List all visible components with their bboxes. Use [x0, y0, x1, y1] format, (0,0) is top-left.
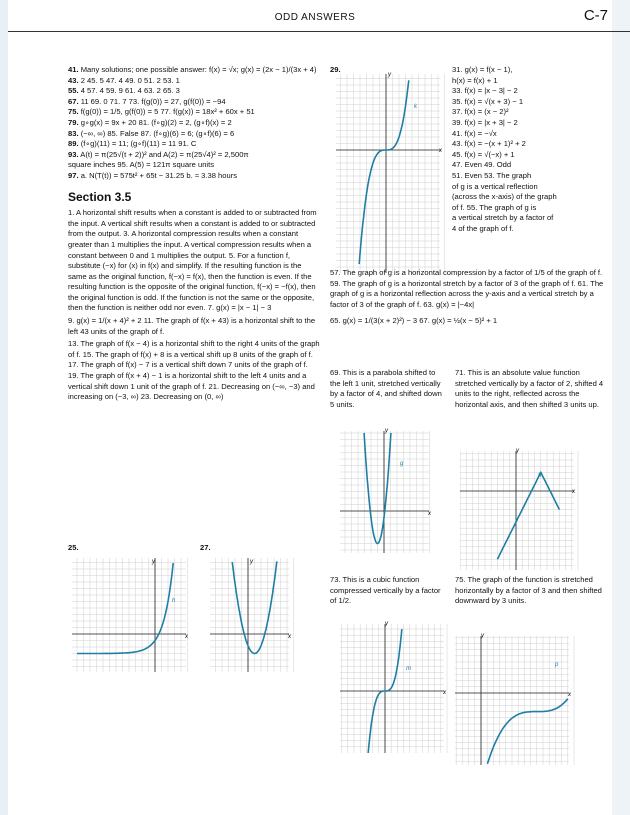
x-axis-label: x [185, 634, 188, 640]
answer-69: 69. This is a parabola shifted to the left 1 unit, stretched vertically by a factor of 4, and shifted down 5 units. [330, 368, 442, 409]
answer-line: 43. f(x) = −(x + 1)² + 2 [452, 139, 526, 149]
x-axis-label: x [288, 634, 291, 640]
x-axis-label: x [439, 148, 442, 154]
answer-line: 41. Many solutions; one possible answer: f(x) = √x; g(x) = (2x − 1)/(3x + 4) [68, 65, 317, 74]
graph-27-label: 27. [200, 543, 211, 552]
answer-75: 75. The graph of the function is stretched horizontally by a factor of 3 and then shifted downward by 3 units. [455, 575, 602, 606]
answer-line: 4 of the graph of f. [452, 223, 514, 233]
answer-line: 67. 11 69. 0 71. 7 73. f(g(0)) = 27, g(f(0)) = −94 [68, 96, 226, 106]
answer-line: 75. f(g(0)) = 1/5, g(f(0)) = 5 77. f(g(x)) = 18x² + 60x + 51 [68, 107, 255, 117]
answer-line: 79. g∘g(x) = 9x + 20 81. (f∘g)(2) = 2, (g∘f)(x) = 2 [68, 117, 232, 127]
page-right-band [612, 0, 630, 815]
x-axis-label: x [443, 690, 446, 696]
graph-75 [455, 630, 575, 765]
y-axis-label: y [250, 559, 253, 565]
middle-answers [330, 268, 605, 327]
graph-25 [72, 552, 192, 672]
answer-line: of f. 55. The graph of g is [452, 202, 537, 212]
answer-paragraph: 57. The graph of g is a horizontal compression by a factor of 1/5 of the graph of f. 59. The graph of g is a horizontal stretch by a factor of 3 of the graph of f. 61. The graph of g is a horizontal reflection across the y-axis and a vertical stretch by a factor of 3 of the graph of f. 63. g(x) = |−4x| [330, 268, 604, 309]
y-axis-label: y [152, 559, 155, 565]
answer-line: 37. f(x) = (x − 2)² [452, 107, 509, 117]
answer-line: (across the x-axis) of the graph [452, 192, 557, 202]
answer-line: h(x) = f(x) + 1 [452, 75, 498, 85]
running-title: ODD ANSWERS [274, 12, 356, 23]
answer-line: 31. g(x) = f(x − 1), [452, 65, 513, 74]
y-axis-label: y [385, 428, 388, 434]
curve-label: h [172, 598, 176, 604]
curve-label: g [400, 461, 404, 467]
y-axis-label: y [385, 621, 388, 627]
answer-line: 43. 2 45. 5 47. 4 49. 0 51. 2 53. 1 [68, 75, 180, 85]
answer-paragraph: 65. g(x) = 1/(3(x + 2)²) − 3 67. g(x) = ½(x − 5)² + 1 [330, 316, 498, 326]
graph-27 [210, 552, 295, 672]
curve-label: f [272, 588, 274, 594]
right-column-answers [452, 65, 612, 235]
curve-label: p [555, 662, 559, 668]
answer-71: 71. This is an absolute value function stretched vertically by a factor of 2, shifted 4 units to the right, reflected across the horizontal axis, and then shifted 3 units up. [455, 368, 604, 409]
answer-line: 47. Even 49. Odd [452, 160, 512, 170]
answer-line: 55. 4 57. 4 59. 9 61. 4 63. 2 65. 3 [68, 86, 180, 96]
graph-73 [340, 618, 450, 753]
graph-25-label: 25. [68, 543, 79, 552]
curve-label: m [406, 666, 411, 672]
y-axis-label: y [481, 633, 484, 639]
answer-line: 35. f(x) = √(x + 3) − 1 [452, 96, 524, 106]
x-axis-label: x [568, 692, 571, 698]
answer-line: 41. f(x) = −√x [452, 128, 497, 138]
answer-line: 83. (−∞, ∞) 85. False 87. (f∘g)(6) = 6; (g∘f)(6) = 6 [68, 128, 235, 138]
answer-line: of g is a vertical reflection [452, 181, 538, 191]
x-axis-label: x [428, 511, 431, 517]
section-paragraph: 9. g(x) = 1/(x + 4)² + 2 11. The graph of f(x + 43) is a horizontal shift to the left 43 units of the graph of f. [68, 316, 316, 336]
answer-line: 51. Even 53. The graph [452, 170, 532, 180]
y-axis-label: y [388, 72, 391, 78]
y-axis-label: y [516, 448, 519, 454]
answer-line: 93. A(t) = π(25√(t + 2))² and A(2) = π(25√4)² = 2,500π [68, 149, 249, 159]
curve-label: k [414, 104, 417, 110]
answer-line: 97. a. N(T(t)) = 575t² + 65t − 31.25 b. ≈ 3.38 hours [68, 170, 238, 180]
graph-29-label: 29. [330, 65, 341, 74]
section-paragraph: 1. A horizontal shift results when a constant is added to or subtracted from the input. A vertical shift results when a constant is added to or subtracted from the output. 3. A horizontal compression results when a constant greater than 1 multiplies the input. A vertical compression results when a constant between 0 and 1 multiplies the output. 5. For a function f, substitute (−x) for (x) in f(x) and simplify. If the resulting function is the same as the original function, f(−x) = f(x), then the function is even. If the resulting function is the opposite of the original function, f(−x) = −f(x), then the original function is odd. If the function is not the same or the opposite, then the function is neither odd nor even. 7. g(x) = |x − 1| − 3 [68, 208, 317, 313]
graph-29 [336, 68, 446, 273]
left-column-answers [68, 65, 320, 403]
answer-line: 39. f(x) = |x + 3| − 2 [452, 117, 518, 127]
answer-line: 45. f(x) = √(−x) + 1 [452, 149, 515, 159]
answer-line: 33. f(x) = |x − 3| − 2 [452, 86, 518, 96]
header-rule [8, 31, 630, 32]
x-axis-label: x [572, 489, 575, 495]
page-number: C-7 [583, 7, 608, 24]
curve-label: h [538, 473, 542, 479]
answer-line: a vertical stretch by a factor of [452, 213, 554, 223]
answer-line: 89. (f∘g)(11) = 11; (g∘f)(11) = 11 91. C [68, 139, 197, 149]
graph-71 [460, 445, 580, 570]
answer-line: square inches 95. A(5) = 121π square units [68, 160, 215, 170]
section-heading: Section 3.5 [68, 189, 132, 204]
page-header [0, 6, 630, 32]
page-left-edge [0, 0, 8, 815]
section-paragraph: 13. The graph of f(x − 4) is a horizontal shift to the right 4 units of the graph of f. 15. The graph of f(x) + 8 is a vertical shift up 8 units of the graph of f. 17. The graph of f(x) − 7 is a vertical shift down 7 units of the graph of f. 19. The graph of f(x + 4) − 1 is a horizontal shift to the left 4 units and a vertical shift down 1 unit of the graph of f. 21. Decreasing on (−∞, −3) and increasing on (−3, ∞) 23. Decreasing on (0, ∞) [68, 339, 320, 402]
graph-69 [340, 425, 435, 553]
answer-73: 73. This is a cubic function compressed vertically by a factor of 1/2. [330, 575, 441, 606]
